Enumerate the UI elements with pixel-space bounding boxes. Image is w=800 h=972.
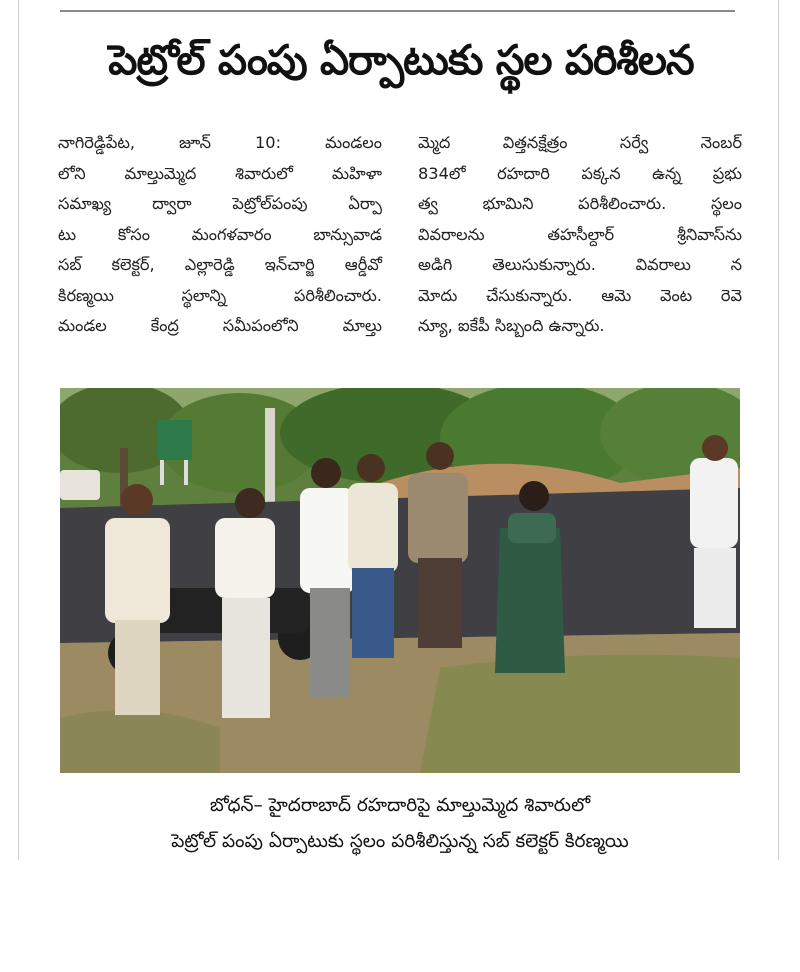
article-headline: పెట్రోల్ పంపు ఏర్పాటుకు స్థల పరిశీలన xyxy=(108,36,694,84)
article-body-left-column xyxy=(58,128,382,342)
body-line: సమాఖ్య ద్వారా పెట్రోల్‌పంపు ఏర్పా xyxy=(58,194,382,213)
body-line: లోని మాల్తుమ్మెద శివారులో మహిళా xyxy=(58,163,382,183)
page-margin-line-right xyxy=(778,0,779,860)
body-line: వివరాలను తహసీల్దార్ శ్రీనివాస్‌ను xyxy=(418,224,742,244)
body-line: మోదు చేసుకున్నారు. ఆమె వెంట రెవె xyxy=(418,285,742,305)
body-line: అడిగి తెలుసుకున్నారు. వివరాలు న xyxy=(418,255,742,274)
body-line: కిరణ్మయి స్థలాన్ని పరిశీలించారు. xyxy=(58,285,382,305)
article-body-right-column xyxy=(418,128,742,342)
top-divider xyxy=(60,10,735,12)
body-line: త్వ భూమిని పరిశీలించారు. స్థలం xyxy=(418,194,742,213)
article-photo xyxy=(60,388,740,773)
body-line: టు కోసం మంగళవారం బాన్సువాడ xyxy=(58,224,382,244)
caption-line: బోధన్– హైదరాబాద్ రహదారిపై మాల్తుమ్మెద శివారులో xyxy=(209,795,591,816)
body-line: మండల కేంద్ర సమీపంలోని మాల్తు xyxy=(58,316,382,335)
photo-caption xyxy=(60,788,740,860)
body-line: 834లో రహదారి పక్కన ఉన్న ప్రభు xyxy=(418,163,742,183)
body-line: నాగిరెడ్డిపేట, జూన్ 10: మండలం xyxy=(58,133,382,152)
body-line: సబ్ కలెక్టర్, ఎల్లారెడ్డి ఇన్‌చార్జి ఆర్డీవో xyxy=(58,255,382,274)
caption-line: పెట్రోల్ పంపు ఏర్పాటుకు స్థలం పరిశీలిస్తున్న సబ్ కలెక్టర్ కిరణ్మయి xyxy=(171,831,629,852)
body-line: మ్మెద విత్తనక్షేత్రం సర్వే నెంబర్ xyxy=(418,133,742,152)
body-line: న్యూ, ఐకేపీ సిబ్బంది ఉన్నారు. xyxy=(418,316,605,335)
page-margin-line-left xyxy=(18,0,19,860)
